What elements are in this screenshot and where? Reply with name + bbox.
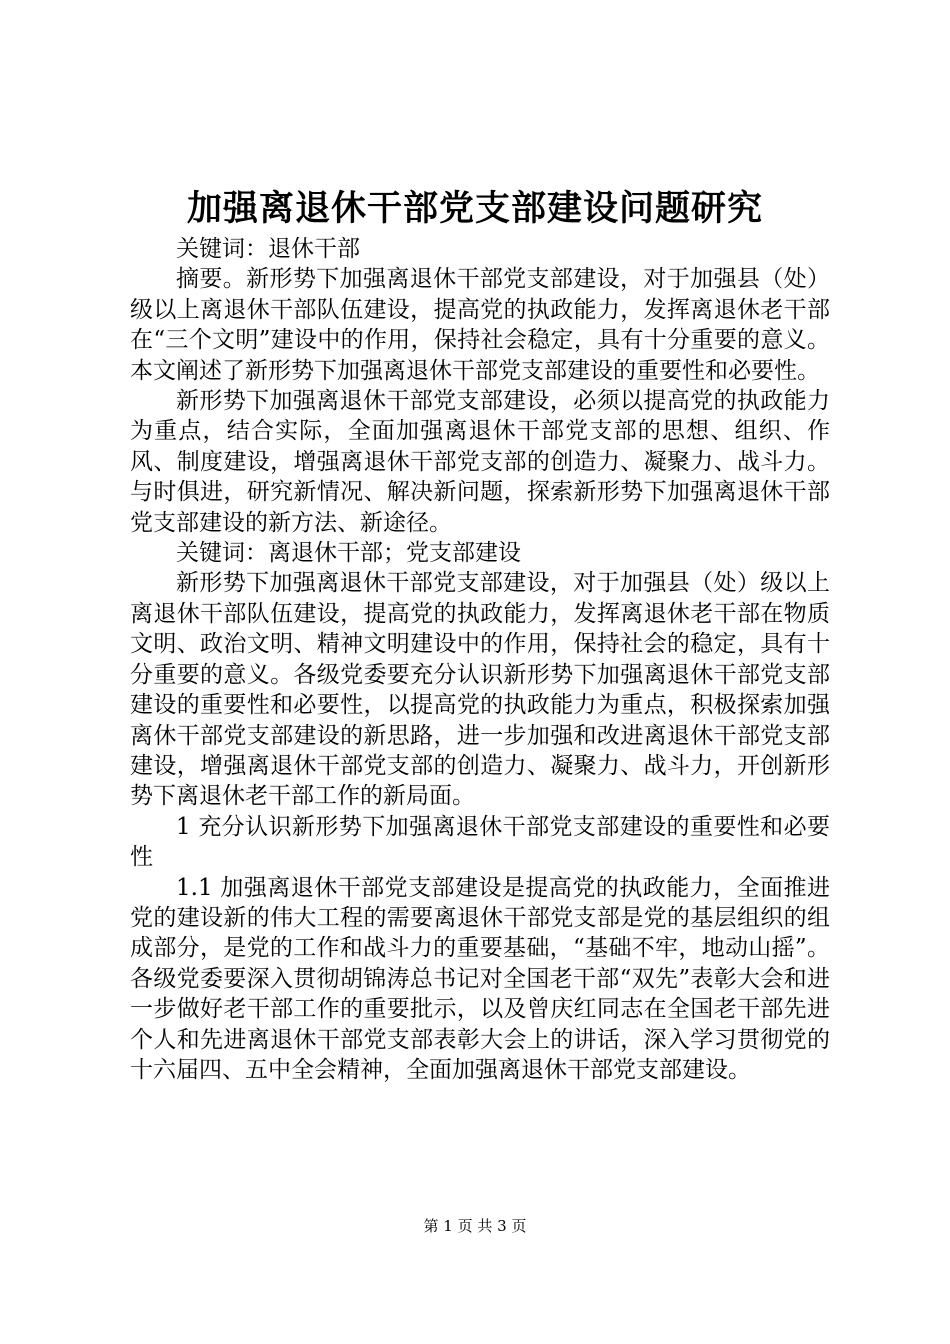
keywords-line: 关键词：退休干部 [176, 236, 360, 262]
abstract-paragraph: 摘要。新形势下加强离退休干部党支部建设，对于加强县（处）级以上离退休干部队伍建设，提高党的执政能力，发挥离退休老干部在“三个文明”建设中的作用，保持社会稳定，具有十分重要的意义。本文阐述了新形势下加强离退休干部党支部建设的重要性和必要性。 [130, 266, 830, 384]
body-paragraph: 新形势下加强离退休干部党支部建设，必须以提高党的执政能力为重点，结合实际，全面加强离退休干部党支部的思想、组织、作风、制度建设，增强离退休干部党支部的创造力、凝聚力、战斗力。与时俱进，研究新情况、解决新问题，探索新形势下加强离退休干部党支部建设的新方法、新途径。 [130, 388, 830, 536]
body-paragraph: 1.1 加强离退休干部党支部建设是提高党的执政能力，全面推进党的建设新的伟大工程的需要离退休干部党支部是党的基层组织的组成部分，是党的工作和战斗力的重要基础，“基础不牢，地动山摇”。各级党委要深入贯彻胡锦涛总书记对全国老干部“双先”表彰大会和进一步做好老干部工作的重要批示，以及曾庆红同志在全国老干部先进个人和先进离退休干部党支部表彰大会上的讲话，深入学习贯彻党的十六届四、五中全会精神，全面加强离退休干部党支部建设。 [130, 874, 830, 1083]
body-paragraph: 新形势下加强离退休干部党支部建设，对于加强县（处）级以上离退休干部队伍建设，提高党的执政能力，发挥离退休老干部在物质文明、政治文明、精神文明建设中的作用，保持社会的稳定，具有十分重要的意义。各级党委要充分认识新形势下加强离退休干部党支部建设的重要性和必要性，以提高党的执政能力为重点，积极探索加强离休干部党支部建设的新思路，进一步加强和改进离退休干部党支部建设，增强离退休干部党支部的创造力、凝聚力、战斗力，开创新形势下离退休老干部工作的新局面。 [130, 570, 830, 810]
document-body [130, 234, 830, 1085]
document-title: 加强离退休干部党支部建设问题研究 [186, 188, 763, 229]
section-heading: 1 充分认识新形势下加强离退休干部党支部建设的重要性和必要性 [130, 813, 830, 871]
page-number-footer: 第 1 页 共 3 页 [423, 1217, 527, 1235]
keywords-line: 关键词：离退休干部；党支部建设 [176, 540, 521, 567]
